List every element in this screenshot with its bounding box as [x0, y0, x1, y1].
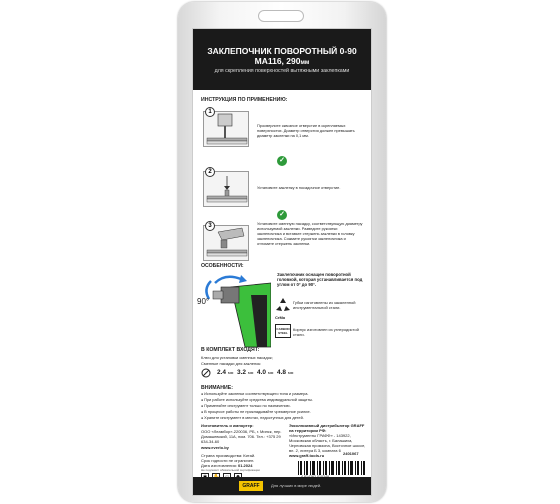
step-1-number: 1	[205, 107, 215, 117]
step-2	[199, 169, 365, 209]
check-icon: ✓	[277, 210, 287, 220]
size-value: 3.2	[236, 369, 247, 376]
slogan: Для лучших в мире людей.	[271, 483, 322, 488]
step-1	[199, 109, 365, 153]
product-title: ЗАКЛЕПОЧНИК ПОВОРОТНЫЙ 0-90	[207, 46, 357, 56]
kit-line-2: Сменные насадки для заклепок:	[201, 361, 262, 366]
crmo-text: Губки изготовлены из закаленной инструментальной стали.	[293, 300, 356, 310]
step-3-text: Установите сменную насадку, соответствующую диаметру используемой заклепки. Разведите рукоятки заклепочника и вставьте стержень заклепки в головку заклепочника. Сожмите рукоятки заклепочника и отломите стержень заклепки.	[257, 221, 363, 246]
crmo-icon	[275, 297, 291, 313]
card-footer	[193, 477, 372, 495]
step-3-number: 3	[205, 221, 215, 231]
list-item: ● При работе используйте средства индивидуальной защиты.	[201, 397, 313, 403]
instructions-heading: ИНСТРУКЦИЯ ПО ПРИМЕНЕНИЮ:	[201, 97, 288, 103]
distributor-heading: Эксклюзивный дистрибьютор GRAFF на территории РФ:	[289, 423, 365, 433]
rotary-head-text: Заклепочник оснащен поворотной головкой, которая устанавливается под углом от 0° до 90°.	[277, 272, 363, 287]
riveter-illustration	[201, 269, 271, 349]
hang-hole	[258, 10, 304, 22]
kit-heading: В КОМПЛЕКТ ВХОДЯТ:	[201, 347, 260, 353]
list-item: ● Используйте заклепки соответствующего типа и размера.	[201, 391, 313, 397]
step-3	[199, 223, 365, 267]
product-model: МА116, 290мм	[254, 56, 310, 66]
attention-heading: ВНИМАНИЕ:	[201, 385, 233, 391]
attention-list	[201, 391, 313, 421]
step-2-number: 2	[205, 167, 215, 177]
step-2-text: Установите заклепку в посадочное отверстие.	[257, 185, 341, 190]
distributor-web: www.graff-tools.ru	[289, 453, 325, 458]
kit-line-1: Ключ для установки сменных насадок;	[201, 355, 273, 360]
product-card	[192, 28, 372, 496]
manufacturer-text: ООО «Леамбор»-220036, РБ, г. Минск, пер. Домашевский, 11А, пом. 706. Тел.: +375 29 634-34-60	[201, 429, 282, 444]
graff-logo: GRAFF	[239, 481, 263, 491]
barcode	[297, 461, 367, 475]
rivet-size-icon	[201, 368, 211, 378]
check-icon: ✓	[277, 156, 287, 166]
rivet-insert-icon	[204, 172, 250, 208]
drill-icon	[204, 112, 250, 148]
carbon-steel-text: Корпус изготовлен из углеродистой стали.	[293, 327, 359, 337]
product-subtitle: для скрепления поверхностей вытяжными заклепками	[214, 68, 350, 74]
shelf-life-text: Срок годности не ограничен.	[201, 458, 255, 463]
size-value: 2.4	[217, 369, 227, 376]
crmo-label: CrMo	[275, 315, 286, 320]
features-heading: ОСОБЕННОСТИ:	[201, 263, 244, 269]
step-1-text: Просверлите сквозное отверстие в скрепляемых поверхностях. Диаметр отверстия должен превышать диаметр заклепки на 0,1 мм.	[257, 123, 355, 138]
list-item: ● В процессе работы не прикладывайте чрезмерное усилие.	[201, 409, 313, 415]
riveter-head-icon	[204, 226, 250, 262]
nozzle-sizes: 2.4 мм 3.2 мм 4.0 мм 4.8 мм	[217, 369, 294, 376]
angle-label: 90°	[197, 297, 210, 306]
distributor-text: «Инструменты ГРАФФ» - 143922, Московская область, г. Балашиха, Черновская промзона, Восточное шоссе, вл. 2, литера Б 3, комната 6	[289, 433, 366, 453]
manufacturer-heading: Изготовитель и импортер:	[201, 423, 254, 428]
carbon-steel-badge: CARBON STEEL	[275, 324, 291, 338]
cert-text: Не подлежит обязательной сертификации	[201, 468, 260, 472]
manufacturer-web: www.everlo.by	[201, 445, 229, 450]
country-text: Страна производства: Китай.	[201, 453, 256, 458]
list-item: ● Храните инструмент в местах, недоступных для детей.	[201, 415, 313, 421]
article-number: 2401067	[343, 451, 359, 456]
size-value: 4.8	[276, 369, 286, 376]
date-line: Дата изготовления: 01.2024	[201, 463, 253, 468]
size-value: 4.0	[256, 369, 267, 376]
list-item: ● Применяйте инструмент только по назначению.	[201, 403, 313, 409]
card-header	[193, 29, 371, 90]
